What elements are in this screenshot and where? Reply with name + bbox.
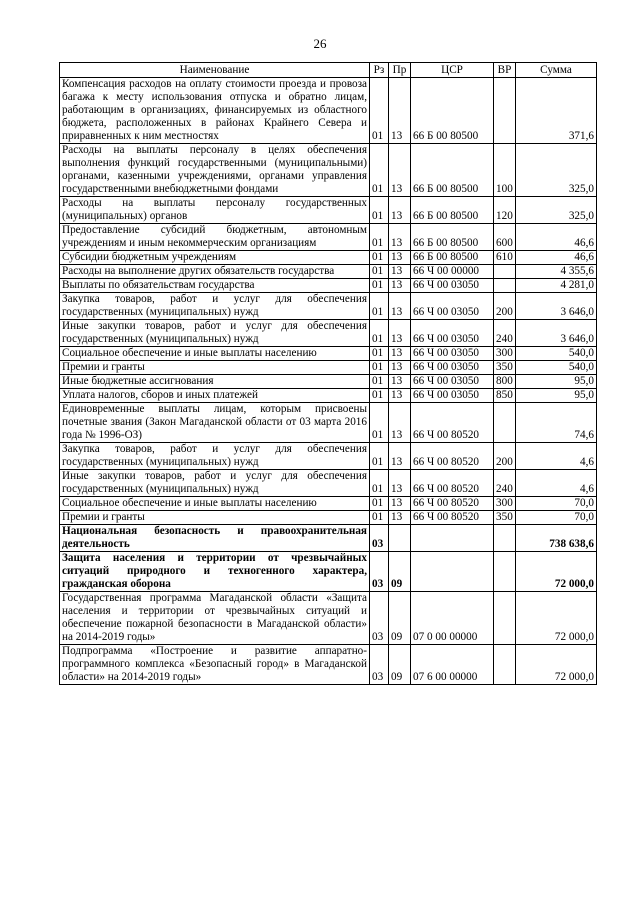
- cell-name: Социальное обеспечение и иные выплаты населению: [60, 497, 370, 511]
- cell-pr: 13: [389, 361, 411, 375]
- cell-sum: 325,0: [516, 197, 597, 224]
- cell-vr: 200: [494, 293, 516, 320]
- cell-name: Расходы на выплаты персоналу государственных (муниципальных) органов: [60, 197, 370, 224]
- cell-csr: 66 Ч 00 80520: [411, 497, 494, 511]
- cell-rz: 01: [370, 293, 389, 320]
- cell-vr: 350: [494, 361, 516, 375]
- table-row: [60, 645, 597, 685]
- cell-pr: 13: [389, 347, 411, 361]
- cell-rz: 01: [370, 144, 389, 197]
- cell-pr: 13: [389, 197, 411, 224]
- cell-vr: 850: [494, 389, 516, 403]
- cell-name: Закупка товаров, работ и услуг для обеспечения государственных (муниципальных) нужд: [60, 443, 370, 470]
- table-row: [60, 78, 597, 144]
- cell-vr: 610: [494, 251, 516, 265]
- cell-name: Государственная программа Магаданской области «Защита населения и территории от чрезвычайных ситуаций и обеспечение пожарной безопасности в Магаданской области» на 2014-2019 годы»: [60, 592, 370, 645]
- cell-vr: [494, 265, 516, 279]
- cell-pr: 13: [389, 265, 411, 279]
- cell-vr: [494, 279, 516, 293]
- cell-sum: 540,0: [516, 347, 597, 361]
- cell-csr: 07 6 00 00000: [411, 645, 494, 685]
- cell-name: Подпрограмма «Построение и развитие аппаратно-программного комплекса «Безопасный город» в Магаданской области» на 2014-2019 годы»: [60, 645, 370, 685]
- table-row: [60, 525, 597, 552]
- table-row: [60, 497, 597, 511]
- table-row: [60, 403, 597, 443]
- cell-csr: 66 Б 00 80500: [411, 197, 494, 224]
- cell-csr: 66 Б 00 80500: [411, 144, 494, 197]
- cell-sum: 70,0: [516, 511, 597, 525]
- cell-vr: 240: [494, 470, 516, 497]
- table-row: [60, 592, 597, 645]
- cell-name: Субсидии бюджетным учреждениям: [60, 251, 370, 265]
- cell-pr: 13: [389, 224, 411, 251]
- cell-csr: 66 Ч 00 80520: [411, 511, 494, 525]
- cell-vr: 300: [494, 497, 516, 511]
- cell-pr: 13: [389, 403, 411, 443]
- cell-sum: 4,6: [516, 443, 597, 470]
- cell-sum: 3 646,0: [516, 293, 597, 320]
- cell-pr: 09: [389, 592, 411, 645]
- cell-name: Закупка товаров, работ и услуг для обеспечения государственных (муниципальных) нужд: [60, 293, 370, 320]
- cell-csr: 07 0 00 00000: [411, 592, 494, 645]
- page-number: 26: [313, 36, 327, 51]
- cell-rz: 03: [370, 592, 389, 645]
- cell-sum: 46,6: [516, 224, 597, 251]
- cell-name: Выплаты по обязательствам государства: [60, 279, 370, 293]
- cell-vr: [494, 592, 516, 645]
- table-row: [60, 265, 597, 279]
- cell-sum: 70,0: [516, 497, 597, 511]
- cell-vr: [494, 403, 516, 443]
- cell-sum: 72 000,0: [516, 592, 597, 645]
- cell-rz: 01: [370, 224, 389, 251]
- cell-csr: 66 Ч 00 80520: [411, 403, 494, 443]
- cell-sum: 738 638,6: [516, 525, 597, 552]
- table-row: [60, 443, 597, 470]
- cell-sum: 4 281,0: [516, 279, 597, 293]
- cell-csr: [411, 552, 494, 592]
- cell-pr: 09: [389, 645, 411, 685]
- cell-sum: 371,6: [516, 78, 597, 144]
- table-row: [60, 197, 597, 224]
- cell-rz: 01: [370, 403, 389, 443]
- cell-pr: 13: [389, 443, 411, 470]
- cell-vr: [494, 525, 516, 552]
- budget-table: [59, 62, 597, 685]
- cell-vr: [494, 78, 516, 144]
- cell-rz: 01: [370, 443, 389, 470]
- table-row: [60, 144, 597, 197]
- cell-rz: 01: [370, 78, 389, 144]
- table-row: [60, 224, 597, 251]
- cell-rz: 01: [370, 279, 389, 293]
- cell-name: Иные закупки товаров, работ и услуг для обеспечения государственных (муниципальных) нужд: [60, 470, 370, 497]
- cell-name: Расходы на выплаты персоналу в целях обеспечения выполнения функций государственными (муниципальными) органами, казенными учреждениями, органами управления государственными внебюджетными фондами: [60, 144, 370, 197]
- header-vr: ВР: [494, 63, 516, 78]
- cell-sum: 4 355,6: [516, 265, 597, 279]
- cell-csr: 66 Ч 00 03050: [411, 320, 494, 347]
- cell-sum: 4,6: [516, 470, 597, 497]
- cell-csr: [411, 525, 494, 552]
- cell-rz: 03: [370, 645, 389, 685]
- cell-csr: 66 Ч 00 03050: [411, 293, 494, 320]
- header-csr: ЦСР: [411, 63, 494, 78]
- header-sum: Сумма: [516, 63, 597, 78]
- cell-vr: 120: [494, 197, 516, 224]
- table-row: [60, 511, 597, 525]
- cell-pr: 13: [389, 497, 411, 511]
- cell-csr: 66 Б 00 80500: [411, 251, 494, 265]
- cell-name: Премии и гранты: [60, 361, 370, 375]
- cell-vr: [494, 552, 516, 592]
- cell-pr: 13: [389, 389, 411, 403]
- table-row: [60, 389, 597, 403]
- cell-vr: 800: [494, 375, 516, 389]
- cell-rz: 01: [370, 197, 389, 224]
- table-row: [60, 347, 597, 361]
- cell-rz: 01: [370, 361, 389, 375]
- cell-vr: 600: [494, 224, 516, 251]
- cell-rz: 01: [370, 511, 389, 525]
- table-row: [60, 251, 597, 265]
- cell-name: Компенсация расходов на оплату стоимости проезда и провоза багажа к месту использования отпуска и обратно лицам, работающим в организациях, финансируемых из областного бюджета, расположенных в районах Крайнего Севера и приравненных к ним местностях: [60, 78, 370, 144]
- header-name: Наименование: [60, 63, 370, 78]
- cell-vr: 300: [494, 347, 516, 361]
- cell-pr: 13: [389, 279, 411, 293]
- cell-csr: 66 Ч 00 80520: [411, 470, 494, 497]
- cell-vr: 200: [494, 443, 516, 470]
- cell-rz: 01: [370, 470, 389, 497]
- cell-vr: 100: [494, 144, 516, 197]
- cell-vr: [494, 645, 516, 685]
- cell-sum: 74,6: [516, 403, 597, 443]
- cell-pr: 13: [389, 320, 411, 347]
- table-row: [60, 375, 597, 389]
- cell-name: Расходы на выполнение других обязательств государства: [60, 265, 370, 279]
- cell-name: Уплата налогов, сборов и иных платежей: [60, 389, 370, 403]
- cell-rz: 01: [370, 347, 389, 361]
- cell-csr: 66 Ч 00 03050: [411, 361, 494, 375]
- cell-pr: 09: [389, 552, 411, 592]
- cell-name: Национальная безопасность и правоохранительная деятельность: [60, 525, 370, 552]
- table-row: [60, 361, 597, 375]
- cell-pr: 13: [389, 78, 411, 144]
- cell-name: Иные закупки товаров, работ и услуг для обеспечения государственных (муниципальных) нужд: [60, 320, 370, 347]
- cell-csr: 66 Ч 00 00000: [411, 265, 494, 279]
- cell-rz: 01: [370, 251, 389, 265]
- header-rz: Рз: [370, 63, 389, 78]
- cell-csr: 66 Ч 00 03050: [411, 347, 494, 361]
- table-body: [60, 78, 597, 685]
- cell-rz: 01: [370, 320, 389, 347]
- cell-pr: [389, 525, 411, 552]
- cell-sum: 95,0: [516, 389, 597, 403]
- cell-sum: 72 000,0: [516, 645, 597, 685]
- table-row: [60, 279, 597, 293]
- table-row: [60, 552, 597, 592]
- cell-pr: 13: [389, 293, 411, 320]
- cell-csr: 66 Ч 00 03050: [411, 375, 494, 389]
- cell-pr: 13: [389, 251, 411, 265]
- cell-pr: 13: [389, 144, 411, 197]
- cell-name: Предоставление субсидий бюджетным, автономным учреждениям и иным некоммерческим организациям: [60, 224, 370, 251]
- cell-name: Социальное обеспечение и иные выплаты населению: [60, 347, 370, 361]
- cell-pr: 13: [389, 375, 411, 389]
- cell-pr: 13: [389, 470, 411, 497]
- cell-csr: 66 Ч 00 80520: [411, 443, 494, 470]
- cell-csr: 66 Ч 00 03050: [411, 389, 494, 403]
- cell-csr: 66 Б 00 80500: [411, 224, 494, 251]
- cell-rz: 01: [370, 375, 389, 389]
- table-row: [60, 293, 597, 320]
- cell-sum: 3 646,0: [516, 320, 597, 347]
- cell-rz: 01: [370, 389, 389, 403]
- cell-name: Премии и гранты: [60, 511, 370, 525]
- cell-sum: 95,0: [516, 375, 597, 389]
- cell-vr: 240: [494, 320, 516, 347]
- cell-sum: 325,0: [516, 144, 597, 197]
- table-header-row: [60, 63, 597, 78]
- cell-rz: 01: [370, 265, 389, 279]
- table-row: [60, 320, 597, 347]
- cell-rz: 03: [370, 525, 389, 552]
- cell-csr: 66 Ч 00 03050: [411, 279, 494, 293]
- cell-csr: 66 Б 00 80500: [411, 78, 494, 144]
- cell-name: Защита населения и территории от чрезвычайных ситуаций природного и техногенного характера, гражданская оборона: [60, 552, 370, 592]
- cell-sum: 540,0: [516, 361, 597, 375]
- cell-name: Единовременные выплаты лицам, которым присвоены почетные звания (Закон Магаданской области от 03 марта 2016 года № 1996-ОЗ): [60, 403, 370, 443]
- cell-sum: 72 000,0: [516, 552, 597, 592]
- cell-rz: 01: [370, 497, 389, 511]
- header-pr: Пр: [389, 63, 411, 78]
- table-row: [60, 470, 597, 497]
- cell-vr: 350: [494, 511, 516, 525]
- cell-rz: 03: [370, 552, 389, 592]
- cell-name: Иные бюджетные ассигнования: [60, 375, 370, 389]
- cell-pr: 13: [389, 511, 411, 525]
- cell-sum: 46,6: [516, 251, 597, 265]
